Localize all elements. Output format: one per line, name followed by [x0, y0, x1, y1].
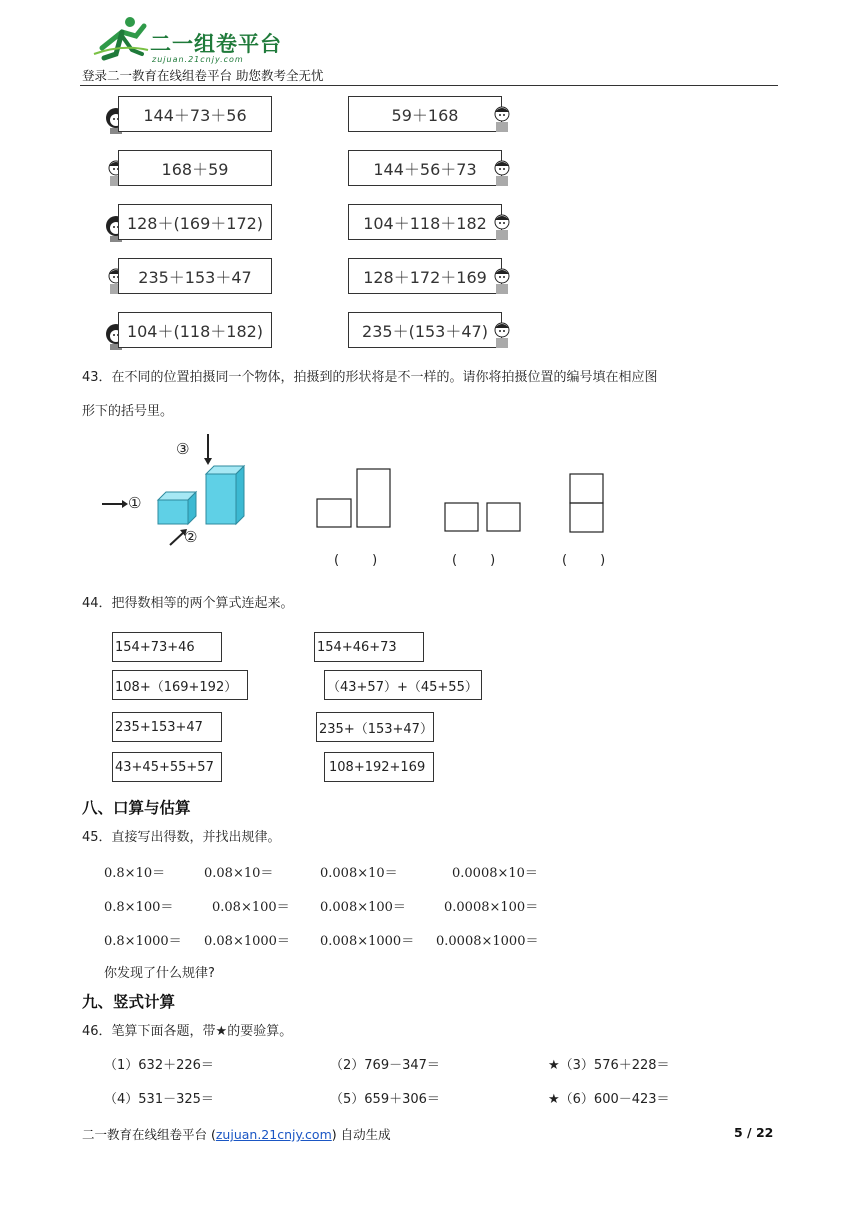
left-expression[interactable]: 235+153+47	[112, 712, 222, 742]
section-title: 八、口算与估算	[82, 799, 191, 817]
expr-box: 128＋172＋169	[348, 258, 502, 294]
math-item: 0.8×10＝	[104, 866, 166, 881]
header-tagline: 登录二一教育在线组卷平台 助您教考全无忧	[82, 68, 324, 83]
math-item: 0.08×10＝	[204, 866, 274, 881]
right-expression[interactable]: 154+46+73	[314, 632, 424, 662]
calc-item: （1）632＋226＝	[104, 1058, 214, 1073]
expr-box: 104＋(118＋182)	[118, 312, 272, 348]
expr-box: 144＋56＋73	[348, 150, 502, 186]
question-43-line1: 43．在不同的位置拍摄同一个物体，拍摄到的形状将是不一样的。请你将拍摄位置的编号填在相应图	[82, 370, 658, 385]
header-divider	[80, 85, 778, 86]
expr-box: 128＋(169＋172)	[118, 204, 272, 240]
math-item: 0.8×1000＝	[104, 934, 182, 949]
expr-box: 144＋73＋56	[118, 96, 272, 132]
child-icon	[490, 212, 514, 242]
right-expression[interactable]: 235+（153+47）	[316, 712, 434, 742]
pattern-question: 你发现了什么规律?	[104, 966, 215, 981]
question-43-line2: 形下的括号里。	[82, 404, 174, 419]
section-title: 九、竖式计算	[82, 993, 176, 1011]
expr-box: 235＋153＋47	[118, 258, 272, 294]
question-46: 46．笔算下面各题，带★的要验算。	[82, 1024, 293, 1039]
calc-item: （2）769－347＝	[330, 1058, 440, 1073]
question-44: 44．把得数相等的两个算式连起来。	[82, 596, 294, 611]
logo-text: 二一组卷平台	[150, 32, 282, 56]
calc-item: ★（6）600－423＝	[548, 1092, 670, 1107]
footer-prefix: 二一教育在线组卷平台 (	[82, 1127, 216, 1142]
left-expression[interactable]: 43+45+55+57	[112, 752, 222, 782]
expr-box: 168＋59	[118, 150, 272, 186]
footer-link[interactable]: zujuan.21cnjy.com	[215, 1127, 332, 1142]
position-label-3: ③	[176, 440, 190, 458]
logo-subtext: zujuan.21cnjy.com	[152, 55, 244, 64]
answer-blank-2[interactable]: ( )	[452, 553, 496, 568]
right-expression[interactable]: （43+57）+（45+55）	[324, 670, 482, 700]
question-45: 45．直接写出得数，并找出规律。	[82, 830, 281, 845]
math-item: 0.0008×10＝	[452, 866, 538, 881]
position-label-2: ②	[184, 528, 198, 546]
child-icon	[490, 104, 514, 134]
expr-box: 59＋168	[348, 96, 502, 132]
math-item: 0.08×1000＝	[204, 934, 290, 949]
view-shapes	[314, 466, 614, 538]
calc-item: （4）531－325＝	[104, 1092, 214, 1107]
left-expression[interactable]: 154+73+46	[112, 632, 222, 662]
position-label-1: ①	[128, 494, 142, 512]
math-item: 0.0008×100＝	[444, 900, 539, 915]
left-expression[interactable]: 108+（169+192）	[112, 670, 248, 700]
child-icon	[490, 266, 514, 296]
expr-box: 104＋118＋182	[348, 204, 502, 240]
math-item: 0.008×1000＝	[320, 934, 415, 949]
math-item: 0.0008×1000＝	[436, 934, 539, 949]
child-icon	[490, 320, 514, 350]
child-icon	[490, 158, 514, 188]
math-item: 0.008×100＝	[320, 900, 406, 915]
footer-source	[82, 1125, 391, 1143]
answer-blank-3[interactable]: ( )	[562, 553, 606, 568]
calc-item: （5）659＋306＝	[330, 1092, 440, 1107]
math-item: 0.08×100＝	[212, 900, 290, 915]
math-item: 0.008×10＝	[320, 866, 398, 881]
page-number: 5 / 22	[734, 1125, 774, 1140]
right-expression[interactable]: 108+192+169	[324, 752, 434, 782]
expr-box: 235＋(153＋47)	[348, 312, 502, 348]
math-item: 0.8×100＝	[104, 900, 174, 915]
calc-item: ★（3）576＋228＝	[548, 1058, 670, 1073]
footer-suffix: ) 自动生成	[331, 1127, 391, 1142]
answer-blank-1[interactable]: ( )	[334, 553, 378, 568]
